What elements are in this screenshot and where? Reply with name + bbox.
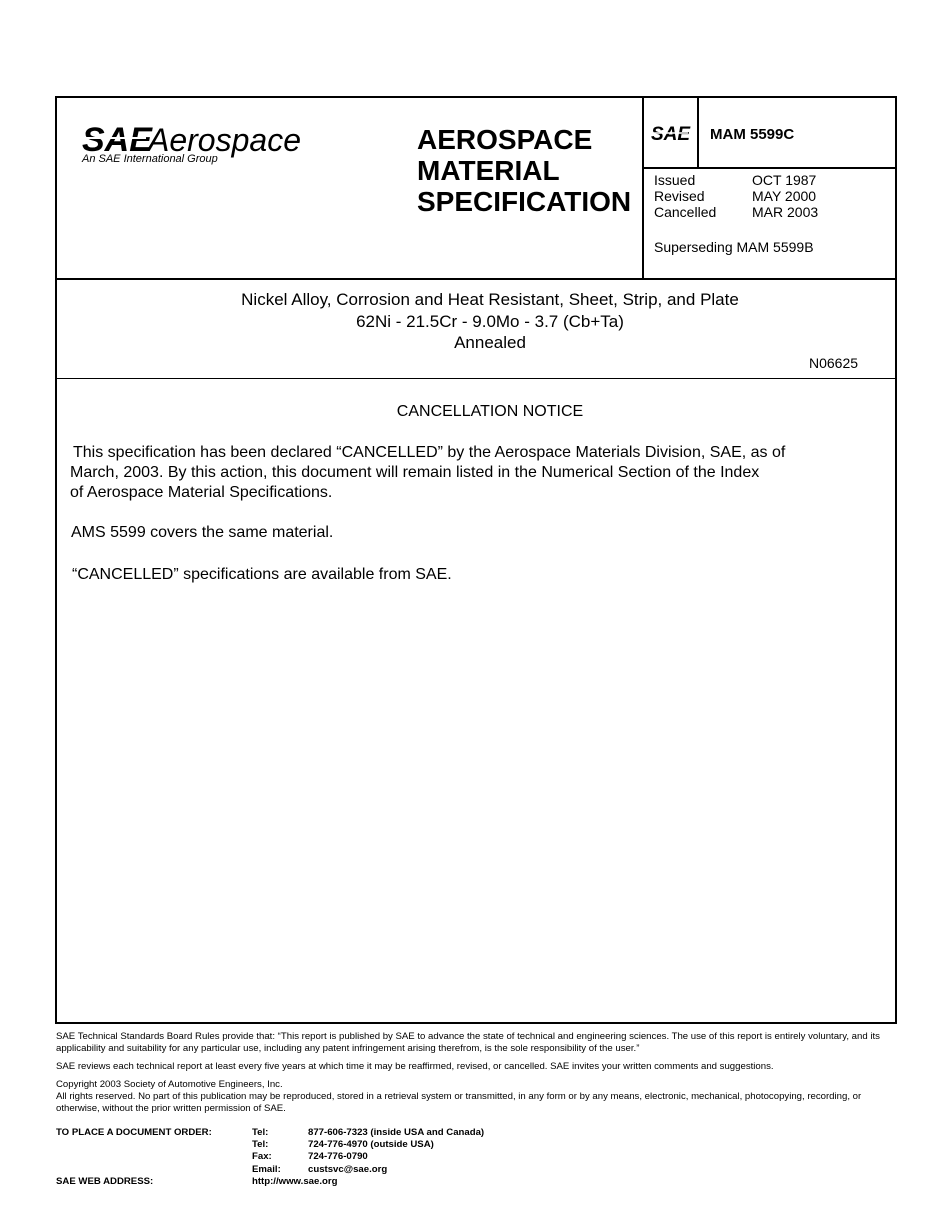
order-row	[56, 1151, 484, 1163]
date-value: MAR 2003	[752, 204, 819, 220]
date-value: OCT 1987	[752, 172, 817, 188]
cancellation-heading: CANCELLATION NOTICE	[396, 403, 584, 420]
date-row-revised	[654, 188, 818, 204]
logo-subtitle: An SAE International Group	[82, 153, 218, 165]
notice-paragraph-1	[70, 443, 870, 503]
footer-rights: All rights reserved. No part of this publication may be reproduced, stored in a retrieval system or transmitted, in any form or by any means, electronic, mechanical, photocopying, recording, or otherwise, without the prior written permission of SAE.	[56, 1091, 862, 1114]
logo-aerospace-word: Aerospace	[148, 122, 301, 158]
order-info	[56, 1127, 484, 1188]
footer-rules: SAE Technical Standards Board Rules provide that: “This report is published by SAE to advance the state of technical and engineering sciences. The use of this report is entirely voluntary, and its applicability and suitability for any particular use, including any patent infringement arising therefrom, is the sole responsibility of the user.”	[56, 1031, 880, 1054]
order-row	[56, 1127, 484, 1139]
date-row-cancelled	[654, 204, 818, 220]
email-link[interactable]: custsvc@sae.org	[308, 1163, 388, 1175]
order-row	[56, 1164, 484, 1176]
paragraph-line: This specification has been declared “CANCELLED” by the Aerospace Materials Division, SAE, as of	[73, 444, 786, 461]
notice-paragraph-3: “CANCELLED” specifications are available from SAE.	[72, 566, 452, 583]
paragraph-line: of Aerospace Material Specifications.	[70, 484, 333, 501]
header-divider-vertical	[642, 98, 644, 278]
date-row-issued	[654, 172, 818, 188]
order-label: TO PLACE A DOCUMENT ORDER:	[56, 1127, 212, 1138]
header-separator	[57, 278, 895, 280]
contact-value: 724-776-4970 (outside USA)	[308, 1139, 434, 1151]
legal-footer	[56, 1031, 896, 1115]
web-label: SAE WEB ADDRESS:	[56, 1175, 154, 1187]
contact-label: Email:	[252, 1163, 281, 1175]
paragraph-line: March, 2003. By this action, this document will remain listed in the Numerical Section of the Index	[70, 464, 760, 481]
document-number: MAM 5599C	[710, 126, 795, 143]
doc-type-line: AEROSPACE	[417, 124, 593, 155]
contact-label: Fax:	[252, 1151, 272, 1163]
spec-title	[57, 289, 923, 354]
doc-type-line: SPECIFICATION	[417, 186, 632, 217]
date-value: MAY 2000	[752, 188, 817, 204]
footer-review: SAE reviews each technical report at least every five years at which time it may be reaffirmed, revised, or cancelled. SAE invites your written comments and suggestions.	[56, 1061, 774, 1072]
logo-sae-mark: SAE	[82, 121, 152, 159]
document-type	[417, 124, 631, 217]
docnum-box-divider	[644, 167, 895, 169]
date-table	[654, 172, 818, 220]
contact-label: Tel:	[252, 1127, 269, 1138]
footer-copyright: Copyright 2003 Society of Automotive Engineers, Inc.	[56, 1079, 283, 1090]
date-label: Issued	[654, 172, 696, 188]
title-line: Annealed	[454, 333, 526, 352]
logo-box-divider	[697, 98, 699, 167]
title-line: 62Ni - 21.5Cr - 9.0Mo - 3.7 (Cb+Ta)	[356, 311, 624, 331]
contact-value: 877-606-7323 (inside USA and Canada)	[308, 1127, 485, 1138]
superseding-note: Superseding MAM 5599B	[654, 239, 814, 255]
contact-value: 724-776-0790	[308, 1151, 368, 1163]
order-row	[56, 1139, 484, 1151]
doc-type-line: MATERIAL	[417, 155, 560, 186]
svg-text:SAE: SAE	[651, 124, 691, 145]
uns-number: N06625	[809, 355, 859, 371]
notice-paragraph-2: AMS 5599 covers the same material.	[71, 524, 334, 541]
spec-frame	[55, 96, 897, 1024]
contact-label: Tel:	[252, 1139, 269, 1151]
order-row	[56, 1176, 484, 1188]
date-label: Cancelled	[654, 204, 717, 220]
web-link[interactable]: http://www.sae.org	[252, 1175, 338, 1187]
sae-mini-logo	[650, 122, 692, 146]
title-separator	[57, 378, 895, 379]
date-label: Revised	[654, 188, 705, 204]
title-line: Nickel Alloy, Corrosion and Heat Resistant, Sheet, Strip, and Plate	[241, 290, 739, 309]
